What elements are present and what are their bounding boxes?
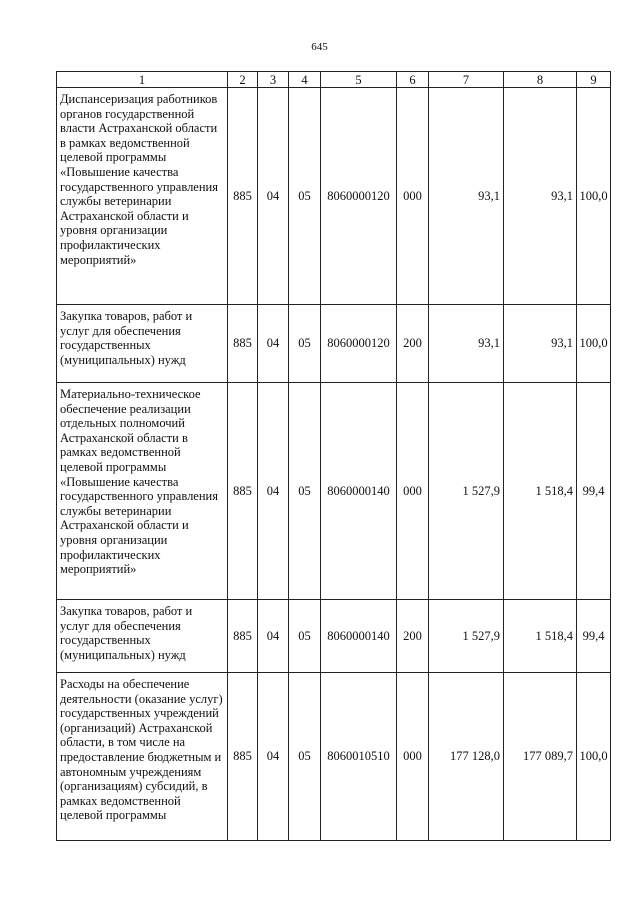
subsection-code: 05	[289, 600, 321, 673]
column-header-4: 4	[289, 72, 321, 88]
admin-code: 885	[228, 600, 258, 673]
planned-amount: 93,1	[429, 88, 504, 305]
execution-percent: 100,0	[577, 88, 611, 305]
row-name: Закупка товаров, работ и услуг для обеспечения государственных (муниципальных) нужд	[57, 305, 228, 383]
section-code: 04	[258, 673, 289, 841]
planned-amount: 177 128,0	[429, 673, 504, 841]
row-name: Закупка товаров, работ и услуг для обеспечения государственных (муниципальных) нужд	[57, 600, 228, 673]
target-article-code: 8060000140	[321, 383, 397, 600]
column-header-5: 5	[321, 72, 397, 88]
planned-amount: 93,1	[429, 305, 504, 383]
section-code: 04	[258, 600, 289, 673]
subsection-code: 05	[289, 673, 321, 841]
table-row	[57, 673, 611, 841]
expense-type-code: 200	[397, 305, 429, 383]
execution-percent: 99,4	[577, 600, 611, 673]
column-number-header-row	[57, 72, 611, 88]
row-name: Расходы на обеспечение деятельности (оказание услуг) государственных учреждений (организаций) Астраханской области, в том числе на предоставление бюджетным и автономным учреждениям (организациям) субсидий, в рамках ведомственной целевой программы	[57, 673, 228, 841]
target-article-code: 8060000120	[321, 305, 397, 383]
execution-percent: 99,4	[577, 383, 611, 600]
admin-code: 885	[228, 305, 258, 383]
column-header-6: 6	[397, 72, 429, 88]
target-article-code: 8060000120	[321, 88, 397, 305]
row-name: Материально-техническое обеспечение реализации отдельных полномочий Астраханской области в рамках ведомственной целевой программы «Повышение качества государственного управления службы ветеринарии Астраханской области и уровня организации профилактических мероприятий»	[57, 383, 228, 600]
column-header-1: 1	[57, 72, 228, 88]
table-row	[57, 383, 611, 600]
section-code: 04	[258, 88, 289, 305]
executed-amount: 1 518,4	[504, 600, 577, 673]
target-article-code: 8060010510	[321, 673, 397, 841]
expense-type-code: 000	[397, 673, 429, 841]
subsection-code: 05	[289, 305, 321, 383]
planned-amount: 1 527,9	[429, 383, 504, 600]
column-header-7: 7	[429, 72, 504, 88]
admin-code: 885	[228, 673, 258, 841]
execution-percent: 100,0	[577, 305, 611, 383]
column-header-3: 3	[258, 72, 289, 88]
table-row	[57, 88, 611, 305]
table-row	[57, 600, 611, 673]
admin-code: 885	[228, 88, 258, 305]
target-article-code: 8060000140	[321, 600, 397, 673]
executed-amount: 93,1	[504, 305, 577, 383]
table-row	[57, 305, 611, 383]
admin-code: 885	[228, 383, 258, 600]
column-header-2: 2	[228, 72, 258, 88]
page-number: 645	[311, 41, 328, 53]
execution-percent: 100,0	[577, 673, 611, 841]
planned-amount: 1 527,9	[429, 600, 504, 673]
subsection-code: 05	[289, 88, 321, 305]
executed-amount: 1 518,4	[504, 383, 577, 600]
subsection-code: 05	[289, 383, 321, 600]
column-header-9: 9	[577, 72, 611, 88]
budget-table	[56, 71, 611, 841]
section-code: 04	[258, 383, 289, 600]
executed-amount: 177 089,7	[504, 673, 577, 841]
expense-type-code: 200	[397, 600, 429, 673]
section-code: 04	[258, 305, 289, 383]
executed-amount: 93,1	[504, 88, 577, 305]
row-name: Диспансеризация работников органов государственной власти Астраханской области в рамках ведомственной целевой программы «Повышение качества государственного управления службы ветеринарии Астраханской области и уровня организации профилактических мероприятий»	[57, 88, 228, 305]
expense-type-code: 000	[397, 88, 429, 305]
expense-type-code: 000	[397, 383, 429, 600]
column-header-8: 8	[504, 72, 577, 88]
